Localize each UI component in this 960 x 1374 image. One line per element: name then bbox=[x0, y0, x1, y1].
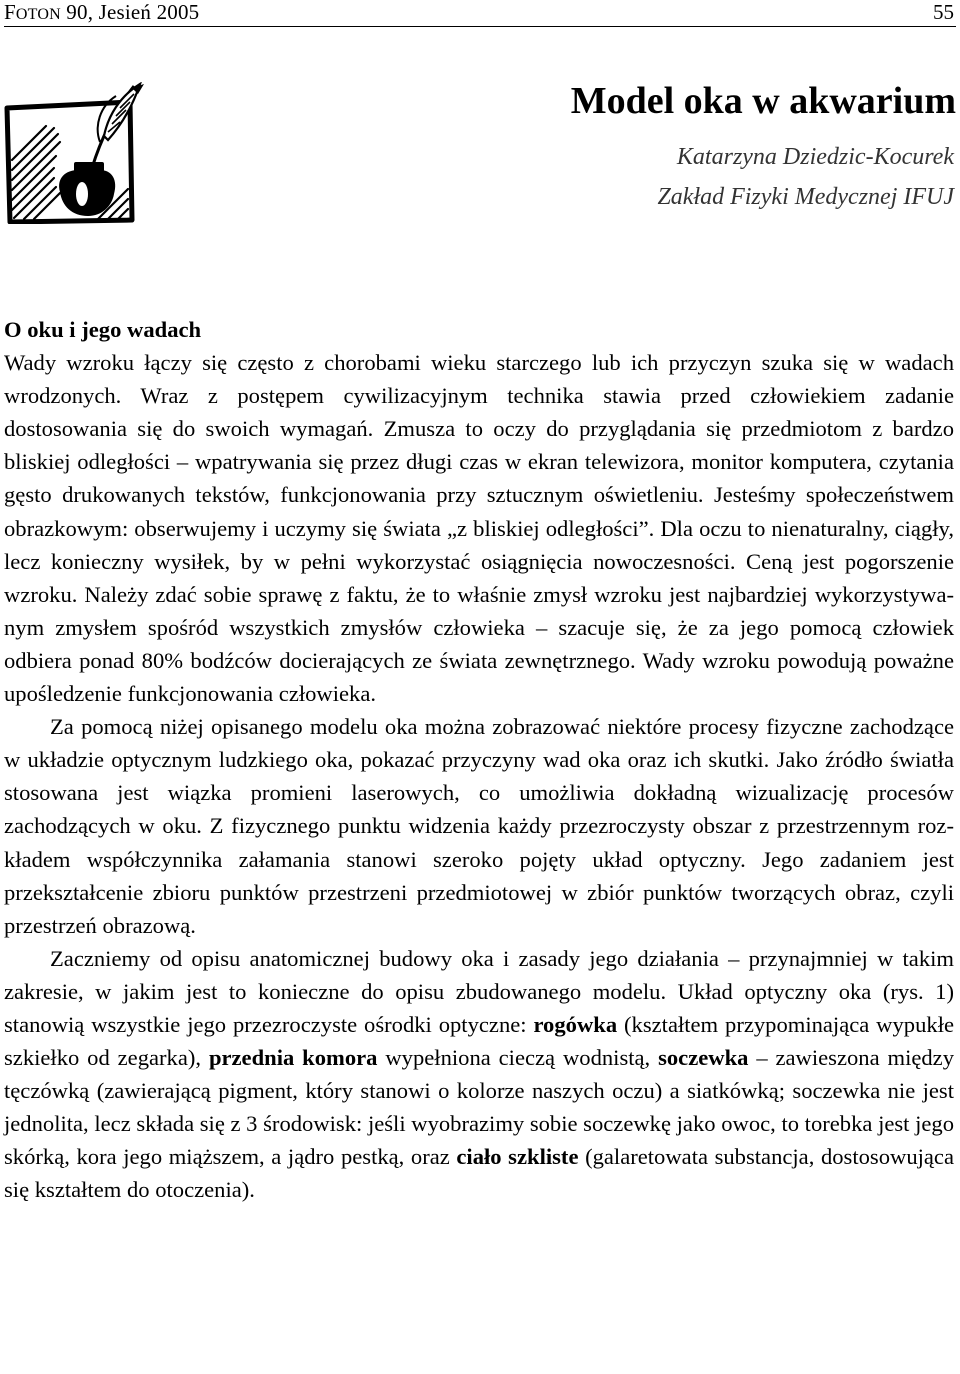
paragraph-3 bbox=[4, 942, 954, 1207]
article-body bbox=[4, 313, 954, 1207]
paragraph-3-text-5: (galaretowata substancja, dostosowująca się kształtem do otoczenia). bbox=[4, 1144, 954, 1203]
paragraph-2: Za pomocą niżej opisanego modelu oka można zobrazować niektóre procesy fizyczne zachodzące w układzie optycznym ludzkiego oka, pokazać przyczyny wad oka oraz ich skutki. Jako źródło światła stosowana jest wiązka promieni laserowych, co umożliwia dokładną wizualizację procesów zachodzących w oku. Z fizycznego punktu widzenia każdy przezroczysty obszar z przestrzennym rozkładem współczynnika załamania stanowi szeroko pojęty układ optyczny. Jego zadaniem jest przekształcenie zbioru punktów przestrzeni przedmiotowej w zbiór punktów tworzących obraz, czyli przestrzeń obrazową. bbox=[4, 714, 954, 938]
paragraph-3-text-4: – zawieszona między tęczówką (zawierającą pigment, który stanowi o kolorze naszych oczu) a siatkówką; soczewka nie jest jednolita, lecz składa się z 3 środowisk: jeśli wyobrazimy sobie soczewkę jako owoc, to torebka jest jego skórką, kora jego miąższem, a jądro pestką, oraz bbox=[4, 1045, 954, 1170]
paragraph-3-text-2: (kształtem przypominająca wypukłe szkiełko od zegarka), bbox=[4, 1011, 954, 1071]
journal-name-rest: OTON bbox=[15, 6, 61, 23]
journal-name-initial: F bbox=[4, 0, 16, 24]
page-number: 55 bbox=[933, 0, 954, 24]
term-soczewka: soczewka bbox=[658, 1045, 749, 1071]
running-header bbox=[4, 0, 956, 27]
term-cialo-szkliste: ciało szkliste bbox=[456, 1144, 579, 1170]
article-affiliation: Zakład Fizyki Medycznej IFUJ bbox=[657, 184, 954, 210]
article-author: Katarzyna Dziedzic-Kocurek bbox=[676, 144, 954, 170]
term-przednia-komora: przednia komora bbox=[208, 1045, 378, 1071]
term-rogowka: rogówka bbox=[533, 1011, 618, 1037]
paragraph-3-text-1: Zaczniemy od opisu anatomicznej budowy oka i zasady jego działania – przynajmniej w takim zakresie, w jakim jest to konieczne do opisu zbudowanego modelu. Układ optyczny oka (rys. 1) stanowią wszystkie jego przezroczyste ośrodki optyczne: bbox=[4, 945, 954, 1037]
paragraph-3-text-3: wypełniona cieczą wodnistą, bbox=[377, 1045, 659, 1071]
paragraph-1: Wady wzroku łączy się często z chorobami wieku starczego lub ich przyczyn szuka się w wadach wrodzonych. Wraz z postępem cywilizacyjnym technika stawia przed człowiekiem zadanie dostosowania się do swoich wymagań. Zmusza to oczy do przyglądania się przedmiotom z bardzo bliskiej odległości – wpatrywania się przez długi czas w ekran telewizora, monitor komputera, czytania gęsto drukowanych tekstów, funkcjonowania przy sztucznym oświetleniu. Jesteśmy społeczeństwem obrazkowym: obserwujemy i uczymy się świata „z bliskiej odległości”. Dla oczu to nienaturalny, ciągły, lecz konieczny wysiłek, by w pełni wykorzystać osiągnięcia nowoczesności. Ceną jest pogorszenie wzroku. Należy zdać sobie sprawę z faktu, że to właśnie zmysł wzroku jest najbardziej wykorzystywanym zmysłem spośród wszystkich zmysłów człowieka – szacuje się, że za jego pomocą człowiek odbiera ponad 80% bodźców docierających ze świata zewnętrznego. Wady wzroku powodują poważne upośledzenie funkcjonowania człowieka. bbox=[4, 350, 954, 707]
quill-inkwell-icon bbox=[4, 82, 154, 224]
journal-issue bbox=[4, 0, 199, 27]
section-heading: O oku i jego wadach bbox=[4, 317, 202, 342]
article-title: Model oka w akwarium bbox=[570, 80, 956, 122]
issue-label: 90, Jesień 2005 bbox=[66, 0, 200, 24]
